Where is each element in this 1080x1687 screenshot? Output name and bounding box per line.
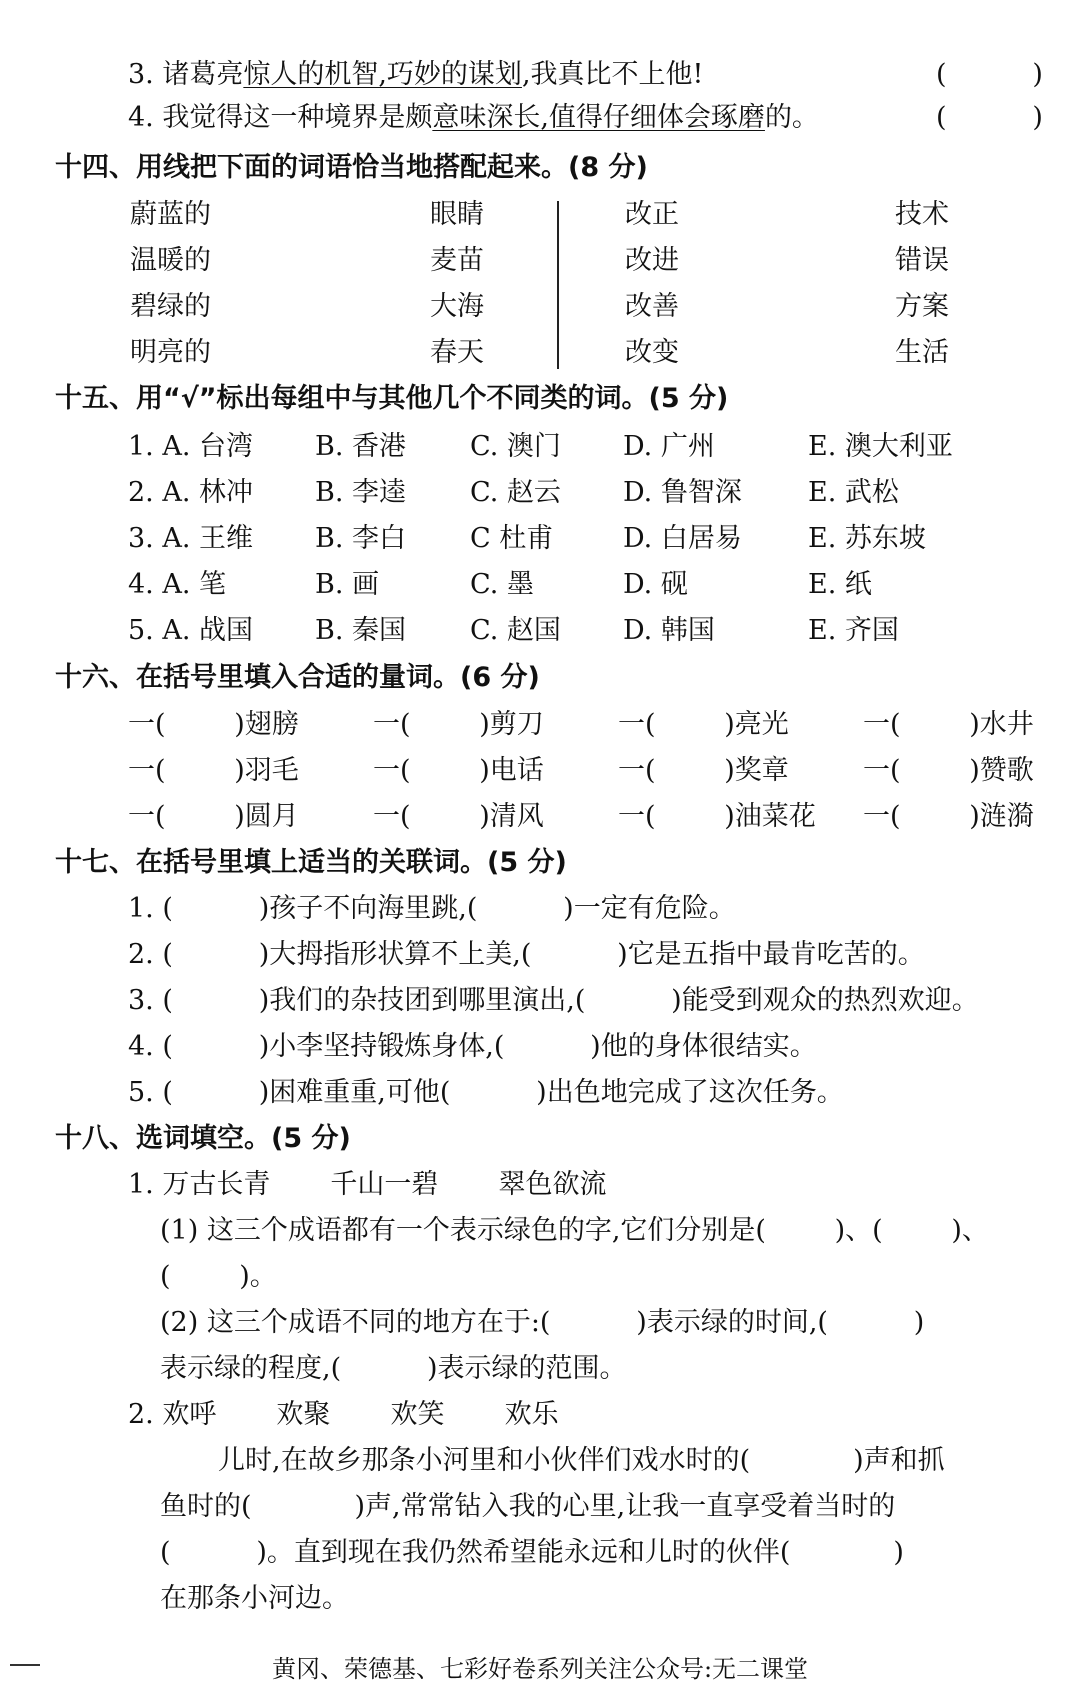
q16-r3-c1: 一( )圆月 [128, 801, 299, 832]
q13-item-3-pre: 3. 诸葛亮 [128, 59, 244, 90]
q16-r3-c2: 一( )清风 [373, 801, 544, 832]
q18-s2-para-line2[interactable]: 鱼时的( )声,常常钻入我的心里,让我一直享受着当时的 [160, 1491, 896, 1522]
q14-divider [557, 201, 559, 369]
q16-r3-c4: 一( )涟漪 [863, 801, 1034, 832]
q16-blank[interactable]: 一( ) [373, 709, 490, 740]
q16-r2-c1: 一( )羽毛 [128, 755, 299, 786]
q18-s1-q2-line2[interactable]: 表示绿的程度,( )表示绿的范围。 [160, 1353, 627, 1384]
q14-right-b-2: 错误 [895, 245, 949, 276]
q17-item-1[interactable]: 1. ( )孩子不向海里跳,( )一定有危险。 [128, 893, 736, 924]
q15-r3-e: E. 苏东坡 [808, 523, 926, 554]
q16-blank[interactable]: 一( ) [863, 755, 980, 786]
q13-item-4-answer-paren[interactable]: ( ) [936, 102, 1043, 133]
q15-r5-a: 5. A. 战国 [128, 615, 254, 646]
q16-blank[interactable]: 一( ) [863, 709, 980, 740]
q14-left-a-3: 碧绿的 [130, 291, 211, 322]
q15-r1-c: C. 澳门 [470, 431, 561, 462]
q13-item-3 [128, 58, 703, 92]
q15-r1-b: B. 香港 [315, 431, 407, 462]
q13-item-4-post: 的。 [764, 102, 819, 133]
q14-left-b-4: 春天 [430, 337, 484, 368]
q15-r3-c: C 杜甫 [470, 523, 554, 554]
q14-right-a-2: 改进 [625, 245, 679, 276]
q15-r5-b: B. 秦国 [315, 615, 407, 646]
q15-r5-d: D. 韩国 [623, 615, 715, 646]
q16-blank[interactable]: 一( ) [128, 801, 245, 832]
q14-right-a-4: 改变 [625, 337, 679, 368]
q14-left-a-2: 温暖的 [130, 245, 211, 276]
q13-item-3-answer-paren[interactable]: ( ) [936, 59, 1043, 90]
q18-s1-q1-line1[interactable]: (1) 这三个成语都有一个表示绿色的字,它们分别是( )、( )、 [160, 1215, 989, 1246]
q18-s2-para-line1[interactable]: 儿时,在故乡那条小河里和小伙伴们戏水时的( )声和抓 [218, 1445, 945, 1476]
q15-r4-e: E. 纸 [808, 569, 872, 600]
q14-left-b-2: 麦苗 [430, 245, 484, 276]
q14-right-b-1: 技术 [895, 199, 949, 230]
q15-r2-a: 2. A. 林冲 [128, 477, 254, 508]
q18-title: 十八、选词填空。(5 分) [55, 1123, 351, 1154]
q14-right-b-4: 生活 [895, 337, 949, 368]
q15-r5-e: E. 齐国 [808, 615, 899, 646]
q13-item-4-underlined: 意味深长,值得仔细体会琢磨 [432, 102, 765, 133]
q13-item-3-post: ,我真比不上他! [521, 59, 704, 90]
q17-item-4[interactable]: 4. ( )小李坚持锻炼身体,( )他的身体很结实。 [128, 1031, 817, 1062]
q18-s2-para-line4: 在那条小河边。 [160, 1583, 349, 1614]
q15-r1-a: 1. A. 台湾 [128, 431, 254, 462]
q16-r2-c3: 一( )奖章 [618, 755, 789, 786]
q16-blank[interactable]: 一( ) [128, 709, 245, 740]
q14-title: 十四、用线把下面的词语恰当地搭配起来。(8 分) [55, 152, 648, 183]
q15-r2-c: C. 赵云 [470, 477, 561, 508]
q16-blank[interactable]: 一( ) [373, 801, 490, 832]
q14-left-b-3: 大海 [430, 291, 484, 322]
q15-r4-d: D. 砚 [623, 569, 688, 600]
page-footer: 黄冈、荣德基、七彩好卷系列关注公众号:无二课堂 [271, 1655, 809, 1683]
q14-right-b-3: 方案 [895, 291, 949, 322]
q13-item-3-underlined: 惊人的机智,巧妙的谋划 [243, 59, 522, 90]
q16-blank[interactable]: 一( ) [618, 709, 735, 740]
q18-s1-words: 1. 万古长青 千山一碧 翠色欲流 [128, 1169, 607, 1200]
q16-r2-c2: 一( )电话 [373, 755, 544, 786]
q16-blank[interactable]: 一( ) [618, 755, 735, 786]
q14-right-a-3: 改善 [625, 291, 679, 322]
q16-r1-c3: 一( )亮光 [618, 709, 789, 740]
q16-title: 十六、在括号里填入合适的量词。(6 分) [55, 662, 540, 693]
q15-r5-c: C. 赵国 [470, 615, 561, 646]
q16-r2-c4: 一( )赞歌 [863, 755, 1034, 786]
q18-s2-words: 2. 欢呼 欢聚 欢笑 欢乐 [128, 1399, 559, 1430]
q18-s2-para-line3[interactable]: ( )。直到现在我仍然希望能永远和儿时的伙伴( ) [160, 1537, 904, 1568]
q15-r3-a: 3. A. 王维 [128, 523, 254, 554]
q14-right-a-1: 改正 [625, 199, 679, 230]
q13-item-4 [128, 101, 819, 135]
q16-blank[interactable]: 一( ) [128, 755, 245, 786]
q15-r4-b: B. 画 [315, 569, 380, 600]
q15-r2-b: B. 李逵 [315, 477, 407, 508]
q17-title: 十七、在括号里填上适当的关联词。(5 分) [55, 847, 567, 878]
q17-item-2[interactable]: 2. ( )大拇指形状算不上美,( )它是五指中最肯吃苦的。 [128, 939, 925, 970]
q15-r2-d: D. 鲁智深 [623, 477, 742, 508]
q15-title: 十五、用“√”标出每组中与其他几个不同类的词。(5 分) [55, 383, 729, 414]
q15-r4-a: 4. A. 笔 [128, 569, 227, 600]
q16-blank[interactable]: 一( ) [863, 801, 980, 832]
q16-r1-c2: 一( )剪刀 [373, 709, 544, 740]
q14-left-b-1: 眼睛 [430, 199, 484, 230]
q18-s1-q1-line2[interactable]: ( )。 [160, 1261, 277, 1292]
q15-r1-e: E. 澳大利亚 [808, 431, 953, 462]
q15-r3-d: D. 白居易 [623, 523, 742, 554]
q15-r1-d: D. 广州 [623, 431, 715, 462]
q18-s1-q2-line1[interactable]: (2) 这三个成语不同的地方在于:( )表示绿的时间,( ) [160, 1307, 925, 1338]
q15-r2-e: E. 武松 [808, 477, 899, 508]
q16-r1-c1: 一( )翅膀 [128, 709, 299, 740]
q17-item-5[interactable]: 5. ( )困难重重,可他( )出色地完成了这次任务。 [128, 1077, 844, 1108]
q14-left-a-4: 明亮的 [130, 337, 211, 368]
q15-r3-b: B. 李白 [315, 523, 407, 554]
q17-item-3[interactable]: 3. ( )我们的杂技团到哪里演出,( )能受到观众的热烈欢迎。 [128, 985, 979, 1016]
q14-left-a-1: 蔚蓝的 [130, 199, 211, 230]
q16-r3-c3: 一( )油菜花 [618, 801, 816, 832]
q13-item-4-pre: 4. 我觉得这一种境界是颇 [128, 102, 433, 133]
q15-r4-c: C. 墨 [470, 569, 534, 600]
q16-blank[interactable]: 一( ) [618, 801, 735, 832]
q16-r1-c4: 一( )水井 [863, 709, 1034, 740]
q16-blank[interactable]: 一( ) [373, 755, 490, 786]
